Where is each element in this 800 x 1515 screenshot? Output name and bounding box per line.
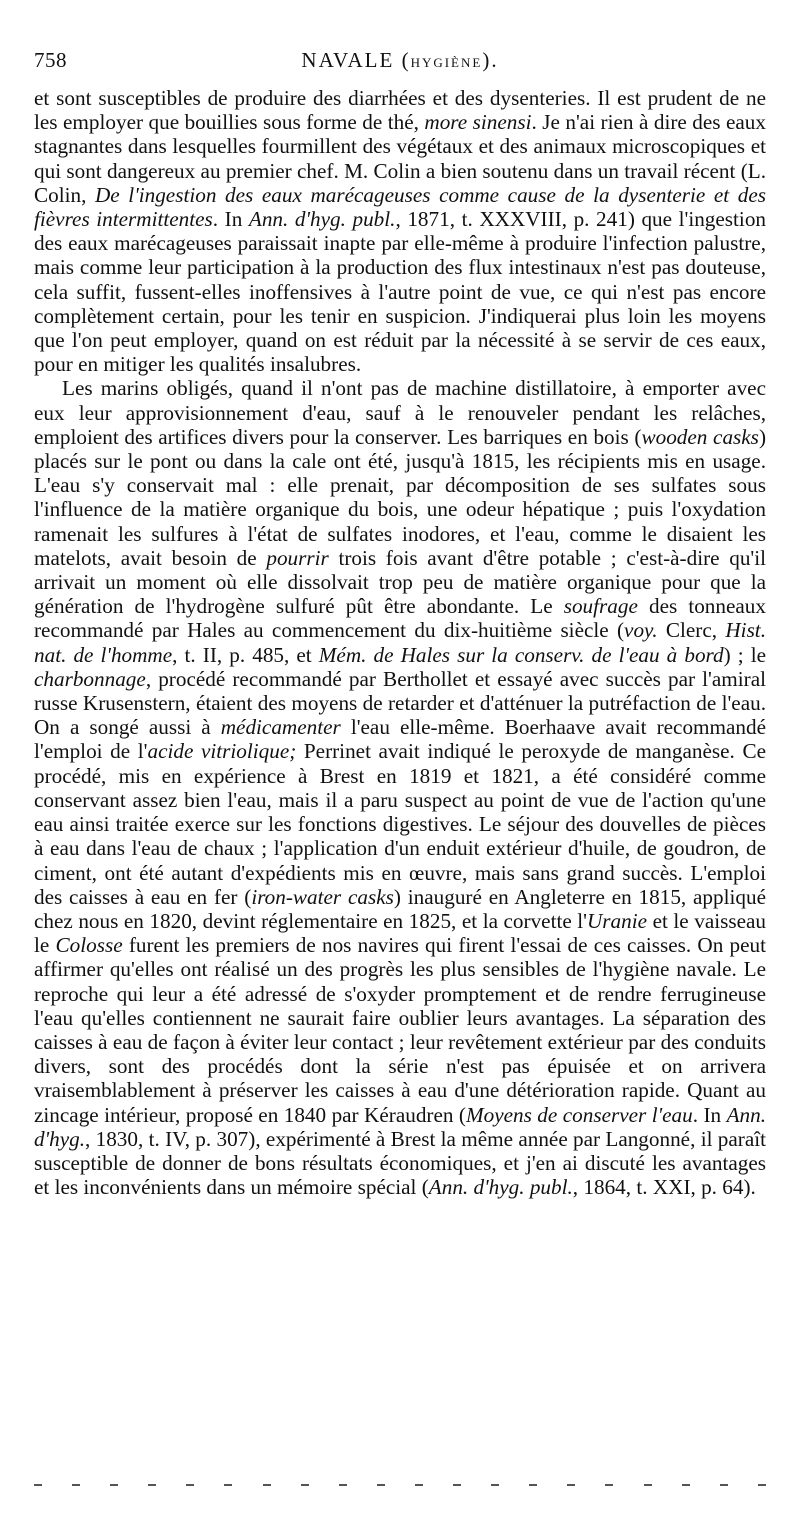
divider [605, 1484, 613, 1486]
page-number: 758 [34, 48, 67, 72]
text-run: ) placés sur le pont ou dans la cale ont été, jusqu'à 1815, les récipients mis en usage. L'eau s'y conservait mal : elle prenait, par décomposition de ses sulfates sous l'influence de la matière organique du bois, une odeur hépatique ; puis l'oxydation ramenait les sulfures à l'état de sulfates inodores, et l'eau, comme le disaient les matelots, avait besoin de [34, 424, 766, 570]
italic-run: acide vitriolique; [147, 739, 297, 764]
text-run: ) ; le [723, 642, 767, 667]
paragraph-continuation [34, 86, 766, 376]
page-header [34, 48, 766, 80]
italic-run: more sinensi [424, 110, 532, 135]
text-run: Perrinet avait indiqué le peroxyde de manganèse. Ce procédé, mis en expérience à Brest en 1819 et 1821, a été considéré comme conservant assez bien l'eau, mais il a paru suspect au point de vue de l'action qu'une eau ainsi traitée exerce sur les fonctions digestives. Le séjour des douvelles de pièces à eau dans l'eau de chaux ; l'application d'un enduit extérieur d'huile, de goudron, de ciment, ont été autant d'expédients mis en œuvre, mais sans grand succès. L'emploi des caisses à eau en fer ( [34, 739, 766, 909]
running-head-title: NAVALE [301, 48, 395, 72]
text-run: , 1864, t. XXI, p. 64). [572, 1175, 756, 1200]
italic-run: iron-water casks [251, 884, 394, 909]
divider [453, 1484, 461, 1486]
text-run: et sont susceptibles de produire des diarrhées et des dysenteries. Il est prudent de ne les employer que bouillies sous forme de thé, [34, 86, 766, 135]
italic-run: charbonnage [34, 666, 146, 691]
running-head-open: ( [394, 48, 411, 72]
italic-run: Ann. d'hyg. publ. [248, 207, 396, 232]
text-run: , procédé recommandé par Berthollet et essayé avec succès par l'amiral russe Krusenstern, étaient des moyens de retarder et d'atténuer la putréfaction de l'eau. On a songé aussi à [34, 666, 766, 740]
italic-run: pourrir [266, 545, 329, 570]
divider [72, 1484, 80, 1486]
italic-run: Ann. d'hyg. publ. [428, 1175, 573, 1200]
running-head [34, 48, 766, 73]
text-run: , t. II, p. 485, et [172, 642, 319, 667]
running-head-close: ). [482, 48, 499, 72]
italic-run: Moyens de conserver l'eau [465, 1102, 693, 1127]
text-run: trois fois avant d'être potable ; c'est-à-dire qu'il arrivait un moment où elle dissolvait trop peu de matière organique pour que la génération de l'hydrogène sulfuré pût être abondante. Le [34, 545, 767, 619]
divider [110, 1484, 118, 1486]
divider [644, 1484, 652, 1486]
text-run: . Je n'ai rien à dire des eaux stagnantes dans lesquelles fourmillent des végétaux et des animaux microscopiques et qui sont dangereux au premier chef. M. Colin a bien soutenu dans un travail récent (L. Colin, [34, 110, 766, 207]
italic-run: wooden casks [641, 424, 759, 449]
divider [263, 1484, 271, 1486]
divider [186, 1484, 194, 1486]
text-run: et le vaisseau le [34, 908, 766, 958]
italic-run: médicamenter [220, 715, 341, 740]
text-run: . In [212, 207, 249, 232]
text-run: . In [692, 1102, 727, 1127]
divider [758, 1484, 766, 1486]
italic-run: Colosse [55, 933, 123, 958]
paragraph-water-storage [34, 376, 766, 1199]
text-run: des tonneaux recommandé par Hales au commencement du dix-huitième siècle ( [34, 594, 766, 643]
text-run: , 1830, t. IV, p. 307), expérimenté à Brest la même année par Langonné, il paraît susceptible de donner de bons résultats économiques, et j'en ai discuté les avantages et les inconvénients dans un mémoire spécial ( [34, 1126, 766, 1200]
divider [682, 1484, 690, 1486]
italic-run: Uranie [587, 908, 648, 933]
text-run: l'eau elle-même. Boerhaave avait recommandé l'emploi de l' [34, 715, 766, 764]
divider [148, 1484, 156, 1486]
divider [377, 1484, 385, 1486]
divider [491, 1484, 499, 1486]
italic-run: soufrage [563, 594, 638, 619]
text-run: furent les premiers de nos navires qui firent l'essai de ces caisses. On peut affirmer qu'elles ont réalisé un des progrès les plus sensibles de l'hygiène navale. Le reproche qui leur a été adressé de s'oxyder promptement et de rendre ferrugineuse l'eau qu'elles contiennent ne saurait faire oublier leurs avantages. La séparation des caisses à eau de façon à éviter leur contact ; leur revêtement extérieur par des conduits divers, sont des procédés dont la série n'est pas épuisée et on arrivera vraisemblablement à préserver les caisses à eau d'une détérioration rapide. Quant au zincage intérieur, proposé en 1840 par Kéraudren ( [34, 933, 766, 1127]
divider [224, 1484, 232, 1486]
divider [529, 1484, 537, 1486]
text-run: , 1871, t. XXXVIII, p. 241) que l'ingestion des eaux marécageuses paraissait inapte par elle-même à produire l'infection palustre, mais comme leur participation à la production des flux intestinaux n'est pas douteuse, cela suffit, fussent-elles inoffensives à l'autre point de vue, ce qui n'est pas encore complètement certain, pour les tenir en suspicion. J'indiquerai plus loin les moyens que l'on peut employer, quand on est réduit par la nécessité à se servir de ces eaux, pour en mitiger les qualités insalubres. [34, 207, 767, 377]
divider [339, 1484, 347, 1486]
italic-run: Hist. nat. de l'homme [34, 618, 766, 667]
running-head-subtitle: HYGIÈNE [410, 55, 483, 70]
italic-run: Mém. de Hales sur la conserv. de l'eau à bord [318, 642, 724, 667]
text-run: Clerc, [657, 618, 726, 643]
divider [567, 1484, 575, 1486]
divider [415, 1484, 423, 1486]
text-run: Les marins obligés, quand il n'ont pas de machine distillatoire, à emporter avec eux leur approvisionnement d'eau, sauf à le renouveler pendant les relâches, emploient des artifices divers pour la conserver. Les barriques en bois ( [34, 376, 766, 449]
divider [34, 1484, 42, 1486]
divider [720, 1484, 728, 1486]
italic-run: voy. [624, 618, 658, 643]
italic-run: Ann. d'hyg. [34, 1102, 767, 1151]
italic-run: De l'ingestion des eaux marécageuses comme cause de la dysenterie et des fièvres intermittentes [34, 182, 767, 232]
divider [301, 1484, 309, 1486]
text-run: ) inauguré en Angleterre en 1815, appliqué chez nous en 1820, devint réglementaire en 1825, et la corvette l' [34, 884, 766, 933]
page-bottom-marks [34, 1480, 766, 1490]
body-text [34, 86, 766, 1199]
